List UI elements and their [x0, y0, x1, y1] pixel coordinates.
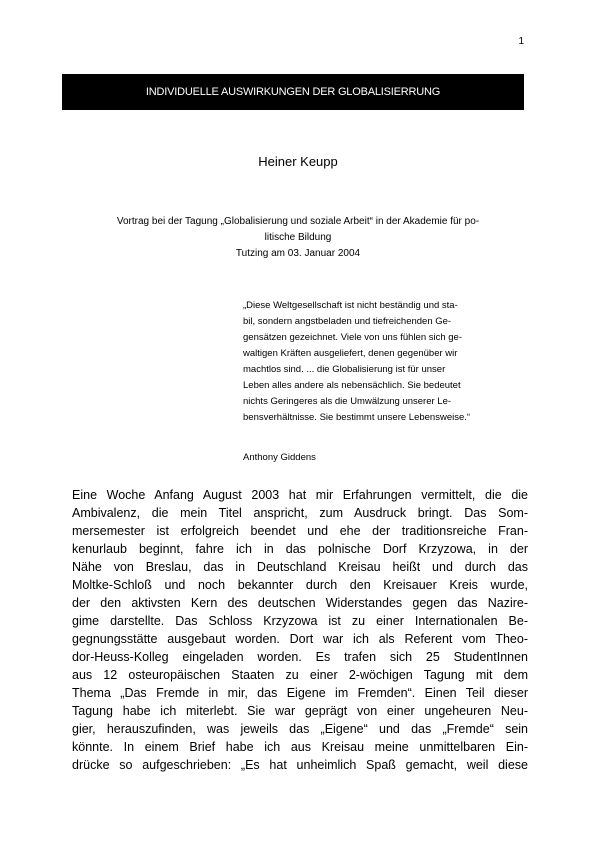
- body-line: kenurlaub beginnt, fahre ich in das polnische Dorf Krzyzowa, in der: [72, 542, 528, 556]
- quote-line: waltigen Kräften ausgeliefert, denen gegenüber wir: [243, 348, 458, 359]
- body-line: Ambivalenz, die mein Titel anspricht, zum Ausdruck bringt. Das Som-: [72, 506, 528, 520]
- event-line: Vortrag bei der Tagung „Globalisierung und soziale Arbeit“ in der Akademie für po-: [116, 216, 480, 227]
- body-line: der den aktivsten Kern des deutschen Widerstandes gegen das Nazire-: [72, 596, 528, 610]
- event-line: litische Bildung: [264, 232, 332, 243]
- quote-line: machtlos sind. ... die Globalisierung ist für unser: [243, 364, 446, 375]
- author-name: Heiner Keupp: [258, 154, 338, 169]
- body-line: aus 12 osteuropäischen Staaten zu einer 2-wöchigen Tagung mit dem: [72, 668, 528, 682]
- quote-line: bensverhältnisse. Sie bestimmt unsere Lebensweise.“: [243, 412, 471, 423]
- body-line: könnte. In einem Brief habe ich aus Kreisau meine unmittelbaren Ein-: [72, 740, 528, 754]
- body-paragraph: [72, 486, 528, 774]
- body-line: dor-Heuss-Kolleg eingeladen worden. Es trafen sich 25 StudentInnen: [72, 650, 528, 664]
- quote-line: gensätzen gezeichnet. Viele von uns fühlen sich ge-: [243, 332, 463, 343]
- body-line: Thema „Das Fremde in mir, das Eigene im Fremden“. Einen Teil dieser: [72, 686, 528, 700]
- body-line: gime darstellte. Das Schloss Krzyzowa ist zu einer Internationalen Be-: [72, 614, 528, 628]
- body-line: Eine Woche Anfang August 2003 hat mir Erfahrungen vermittelt, die die: [72, 488, 528, 502]
- body-line: drücke so aufgeschrieben: „Es hat unheimlich Spaß gemacht, weil diese: [72, 758, 528, 772]
- document-title: INDIVIDUELLE AUSWIRKUNGEN DER GLOBALISIERRUNG: [145, 86, 441, 98]
- quote-line: „Diese Weltgesellschaft ist nicht beständig und sta-: [243, 300, 458, 311]
- quote-line: nichts Geringeres als die Umwälzung unserer Le-: [243, 396, 452, 407]
- event-line: Tutzing am 03. Januar 2004: [235, 248, 361, 259]
- body-line: gier, herauszufinden, was jeweils das „Eigene“ und das „Fremde“ sein: [72, 722, 528, 736]
- body-line: gegnungsstätte ausgebaut worden. Dort war ich als Referent vom Theo-: [72, 632, 528, 646]
- body-line: mersemester ist erfolgreich beendet und ehe der traditionsreiche Fran-: [72, 524, 528, 538]
- body-line: Tagung habe ich miterlebt. Sie war geprägt von einer ungeheuren Neu-: [72, 704, 528, 718]
- epigraph-quote: [243, 298, 533, 426]
- title-banner: [62, 74, 524, 110]
- event-info: [70, 214, 526, 262]
- page-number: 1: [518, 36, 524, 47]
- quote-line: bil, sondern angstbeladen und tiefreichenden Ge-: [243, 316, 452, 327]
- quote-author: Anthony Giddens: [243, 452, 316, 463]
- quote-line: Leben alles andere als nebensächlich. Sie bedeutet: [243, 380, 461, 391]
- body-line: Moltke-Schloß und noch bekannter durch den Kreisauer Kreis wurde,: [72, 578, 528, 592]
- body-line: Nähe von Breslau, das in Deutschland Kreisau heißt und durch das: [72, 560, 528, 574]
